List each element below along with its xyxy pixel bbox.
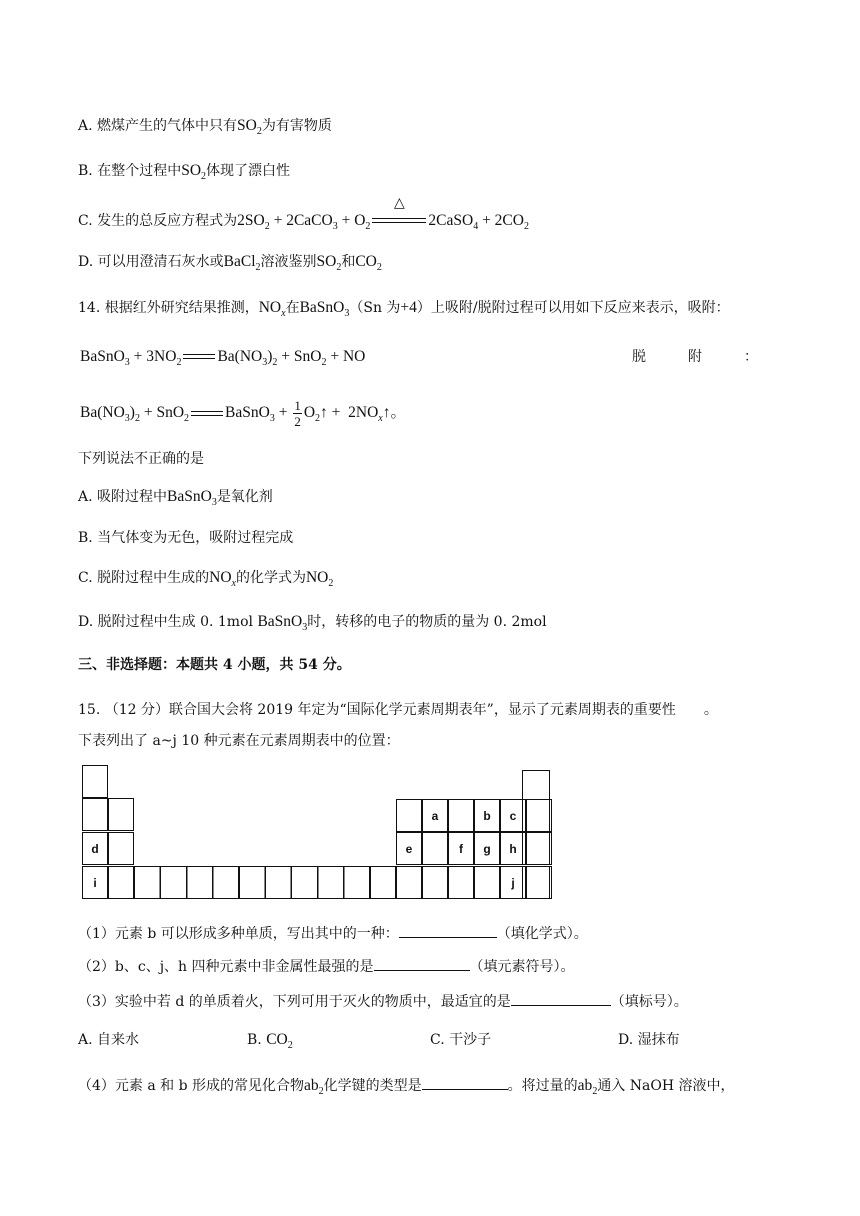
q15-stem: 15. （12 分）联合国大会将 2019 年定为“国际化学元素周期表年”，显示了元素周期表的重要性 。 [78,702,718,718]
formula-basno3: BaSnO$_3$ [257,613,308,633]
table-cell-i [82,866,108,899]
section-heading: 三、非选择题：本题共 4 小题，共 54 分。 [78,657,351,673]
element-label: g [483,841,491,856]
q14-a-text-end: 是氧化剂 [216,489,273,505]
period: 。 [390,403,406,422]
element-label: i [93,875,97,890]
formula-so2: $SO_2$ [316,253,342,273]
q13-d-and: 和 [341,254,356,270]
q14-stem [78,298,730,318]
q14-option-d [78,612,547,632]
answer-blank[interactable] [511,991,611,1006]
formula-so2: $SO_2$ [181,162,207,182]
table-cell [448,866,474,899]
answer-blank[interactable] [422,1075,508,1090]
element-label: a [431,808,439,823]
q15-part-4 [78,1075,735,1096]
table-cell-f [448,832,474,865]
q15-p4-text-end: 通入 NaOH 溶液中， [597,1078,735,1094]
formula-so2: $SO_2$ [237,117,262,137]
table-cell-b [474,799,500,832]
heat-symbol: △ [394,196,405,212]
q14-option-a [78,487,273,507]
q14-question: 下列说法不正确的是 [78,451,204,467]
q14-stem-c: （Sn 为 [349,300,401,316]
q14-c-text-mid: 的化学式为 [235,570,306,586]
element-label: h [509,841,517,856]
table-transition-row [134,866,396,899]
q15-p1-text-end: （填化学式）。 [496,926,588,942]
q15-p1-text: （1）元素 b 可以形成多种单质，写出其中的一种： [78,926,399,942]
answer-blank[interactable] [374,956,470,971]
formula-ab2: $ab_2$ [304,1077,324,1097]
table-cell [422,832,448,865]
table-cell [108,832,134,865]
q14-d-text: D. 脱附过程中生成 0. 1mol [78,614,253,630]
q15-option-b [247,1030,293,1050]
q15-p3-text: （3）实验中若 d 的单质着火，下列可用于灭火的物质中，最适宜的是 [78,994,511,1010]
q14-stem-b: 在 [285,300,300,316]
q13-option-b [78,161,290,181]
q13-option-a [78,116,332,136]
equation-total: $2SO_2$ + 2CaCO$_3$ + $O_2$ △ 2CaSO$_4$ + $2CO_2$ [237,196,529,232]
q13-b-text-end: 体现了漂白性 [206,163,291,179]
q14-c-text: C. 脱附过程中生成的 [78,570,210,586]
table-cell [522,866,550,899]
table-cell [82,798,108,831]
desorption-label: 脱 附 ： [632,349,758,365]
formula-basno3: BaSnO$_3$ [299,299,350,319]
q15-p4-text-mid: 化学键的类型是 [323,1078,422,1094]
q15-option-a: A. 自来水 [78,1032,140,1048]
equation-adsorption: BaSnO$_3$ + $3NO_2$ $Ba(NO_3)_2 + SnO_2$ + NO [80,348,366,368]
table-cell-a [422,799,448,832]
q15-p2-text: （2）b、c、j、h 四种元素中非金属性最强的是 [78,959,374,975]
element-label: c [509,808,517,823]
table-cell [82,765,108,798]
formula-ab2: $ab_2$ [577,1077,598,1097]
q15-p4-text-post: 。将过量的 [507,1078,578,1094]
formula-no2: $NO_2$ [305,569,334,589]
q13-d-text: D. 可以用澄清石灰水或 [78,254,224,270]
q15-option-d: D. 湿抹布 [618,1032,680,1048]
table-cell [522,799,550,832]
table-cell [396,866,422,899]
element-label: b [483,808,491,823]
answer-blank[interactable] [399,923,497,938]
formula-co2: $CO_2$ [355,253,382,273]
q13-option-c [78,196,529,232]
formula-bacl2: BaCl$_2$ [223,253,261,273]
q13-d-text-mid: 溶液鉴别 [260,254,317,270]
element-label: f [459,841,463,856]
q14-ox-state: +4 [400,299,417,316]
q13-b-text: B. 在整个过程中 [78,163,182,179]
element-label: d [91,841,99,856]
q14-stem-a: 14. 根据红外研究结果推测， [78,300,259,316]
formula-nox: $NO_x$ [209,569,236,589]
q14-option-b: B. 当气体变为无色，吸附过程完成 [78,530,294,546]
q15-p3-text-end: （填标号）。 [610,994,688,1010]
table-cell [108,798,134,831]
table-cell [422,866,448,899]
q15-p2-text-end: （填元素符号）。 [469,959,575,975]
table-cell [522,832,550,865]
q14-d-text-end: 时，转移的电子的物质的量为 0. 2mol [307,614,547,630]
table-cell-d [82,832,108,865]
q15-option-b-label: B. [247,1032,262,1048]
q13-c-text: C. 发生的总反应方程式为 [78,213,238,229]
table-cell [396,799,422,832]
formula-nox: $NO_x$ [258,299,286,319]
table-cell [522,770,550,800]
q15-intro: 下表列出了 a~j 10 种元素在元素周期表中的位置： [78,733,400,749]
q15-p4-text: （4）元素 a 和 b 形成的常见化合物 [78,1078,305,1094]
q13-option-d [78,252,382,272]
table-cell [448,799,474,832]
q15-option-c: C. 干沙子 [430,1032,492,1048]
formula-co2: $CO_2$ [266,1031,293,1051]
q13-a-text-end: 为有害物质 [261,118,332,134]
table-cell [108,866,134,899]
q13-a-text: A. 燃煤产生的气体中只有 [78,118,238,134]
table-cell [474,866,500,899]
q14-option-c [78,568,333,588]
q15-part-1 [78,923,588,944]
table-cell-e [396,832,422,865]
element-label: j [511,875,515,890]
equation-desorption: $Ba(NO_3)_2 + SnO_2$ BaSnO$_3$ + $\frac{1}{2}$ $O_2↑$ + $2NO_x↑$。 [80,398,406,429]
formula-basno3: BaSnO$_3$ [167,488,217,508]
table-cell-g [474,832,500,865]
q14-a-text: A. 吸附过程中 [78,489,168,505]
q14-stem-d: ）上吸附/脱附过程可以用如下反应来表示，吸附： [416,300,730,316]
q15-part-2 [78,956,575,977]
element-label: e [405,841,413,856]
q15-part-3 [78,991,688,1012]
